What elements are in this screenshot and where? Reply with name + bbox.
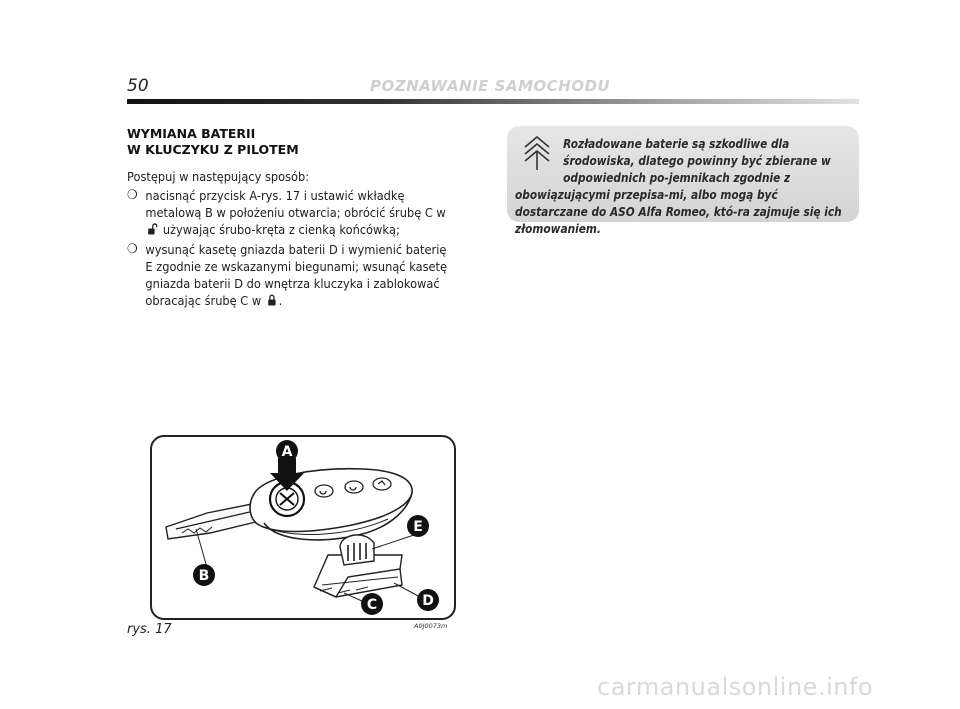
bullet-icon: ❍ [127,242,138,257]
callout-d [417,589,439,611]
svg-text:D: D [422,593,434,609]
bullet-icon: ❍ [127,188,138,203]
page-number: 50 [127,76,149,96]
list-item [127,241,449,309]
section-title: POZNAWANIE SAMOCHODU [370,77,611,95]
note-body: Rozładowane baterie są szkodliwe dla środowiska, dlatego powinny być zbierane w odpowiednich po-jemnikach zgodnie z obowiązującymi przepisa-mi, albo mogą być dostarczane do ASO Alfa Romeo, któ-ra zajmuje się ich złomowaniem. [515,137,842,236]
figure-frame [150,435,456,620]
key-illustration [152,437,454,618]
environment-note [507,126,859,236]
heading-line-2: W KLUCZYKU Z PILOTEM [127,142,299,157]
callout-b [193,564,215,586]
step-1-text-b: używając śrubo-kręta z cienką końcówką; [162,222,400,237]
step-1-text-a: nacisnąć przycisk A-rys. 17 i ustawić wkładkę metalową B w położeniu otwarcia; obrócić śrubę C w [145,188,446,220]
step-2-text-a: wysunąć kasetę gniazda baterii D i wymienić baterię E zgodnie ze wskazanymi biegunami; wsunąć kasetę gniazda baterii D do wnętrza kluczyka i zablokować obracając śrubę C w [145,242,448,308]
article-heading [127,126,299,158]
figure-caption: rys. 17 [127,622,172,637]
callout-c [361,593,383,615]
svg-text:E: E [413,519,423,535]
heading-line-1: WYMIANA BATERII [127,126,256,141]
lock-icon [267,294,277,306]
steps-list [127,187,449,309]
header-rule [127,99,859,104]
svg-text:C: C [366,597,378,613]
callout-e [407,515,429,537]
svg-text:B: B [198,568,210,584]
key-blade [166,503,260,539]
svg-text:A: A [281,444,293,460]
watermark: carmanualsonline.info [597,673,874,701]
article-body [127,168,449,312]
list-item [127,187,449,238]
battery [340,535,374,565]
step-2-text-b: . [278,293,283,308]
unlock-icon [147,223,157,235]
figure-code: A0J0073m [414,622,448,630]
callout-a [276,440,298,462]
intro-text: Postępuj w następujący sposób: [127,169,310,184]
note-text [515,136,845,238]
